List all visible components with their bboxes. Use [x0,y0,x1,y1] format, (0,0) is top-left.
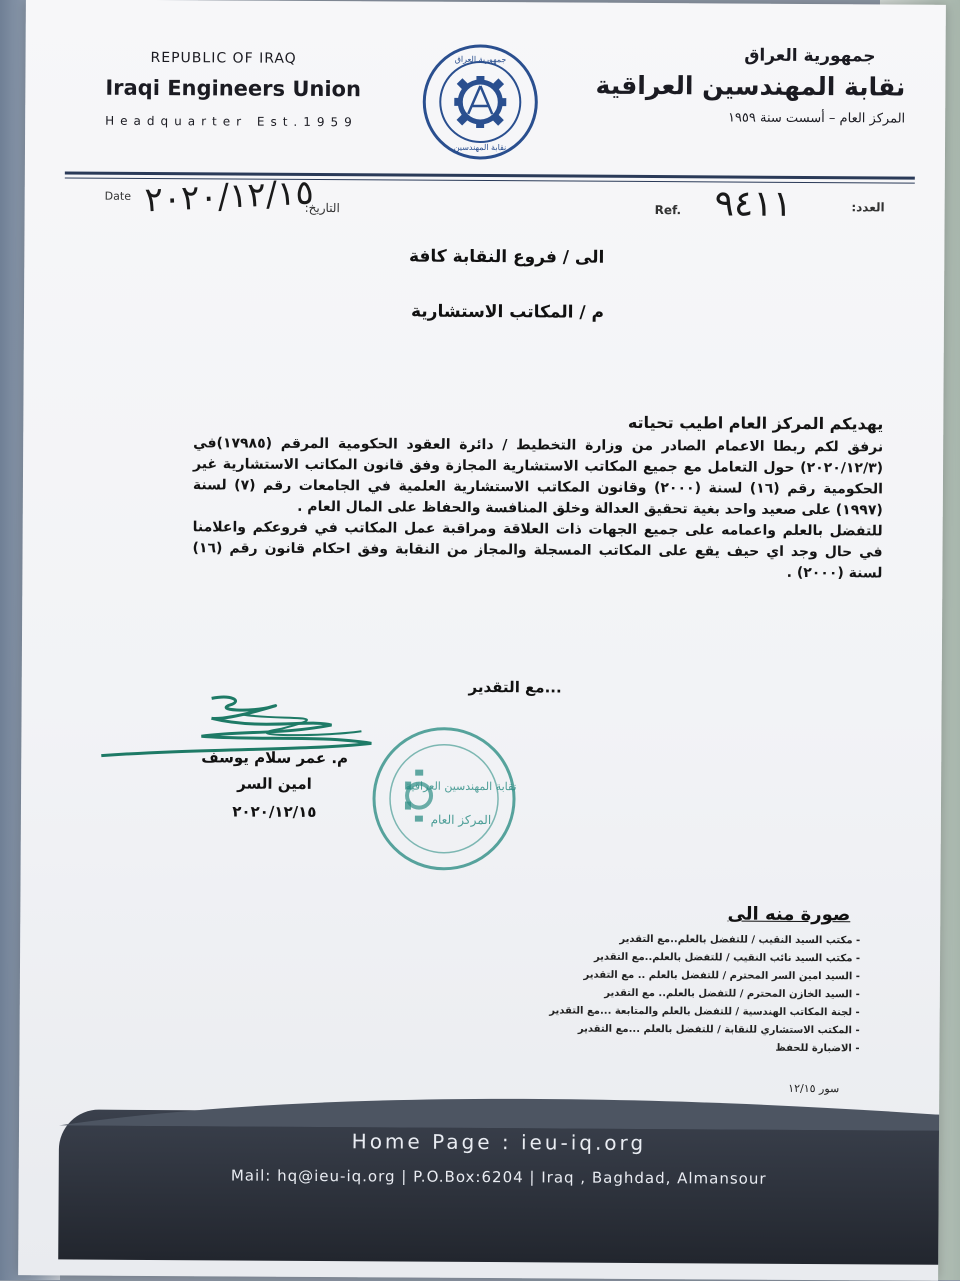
cc-item: - المكتب الاستشاري للنقابة / للتفضل بالعلم ...مع التقدير [549,1020,860,1040]
signer-name: م. عمر سلام يوسف [201,748,349,768]
signer-date: ٢٠٢٠/١٢/١٥ [232,802,317,821]
letter-sheet [18,0,946,1281]
cc-item: - لجنة المكاتب الهندسية / للتفضل بالعلم والمتابعة ...مع التقدير [549,1002,860,1022]
stamp-text-bottom: المركز العام [430,812,492,828]
cc-title: صورة منه الى [727,903,851,926]
header-english [105,50,361,130]
stamp-text-top: نقابة المهندسين العراقية [405,779,517,794]
union-logo-icon [420,42,541,163]
letter-regards: ...مع التقدير [468,677,562,697]
header-established-ar: المركز العام – أسست سنة ١٩٥٩ [727,110,906,127]
header-arabic [595,45,905,127]
letter-paragraph-1: نرفق لكم ربطا الاعمام الصادر من وزارة التخطيط / دائرة العقود الحكومية المرقم (١٧٩٨٥)في (٢٠٢٠/١٢/٣) حول التعامل مع جميع المكاتب الاستشارية المجازة وفق قانون المكاتب الاستشارية غير الحكومية رقم (١٦) لسنة (٢٠٠٠) وقانون المكاتب الاستشارية العلمية في الجامعات رقم (٧) لسنة (١٩٩٧) على صعيد واحد بغية تحقيق العدالة وخلق المنافسة والحفاظ على المال العام . [192,435,884,519]
signer-block [201,748,348,821]
cc-item: - مكتب السيد النقيب / للتفضل بالعلم..مع التقدير [550,930,861,950]
header-org-en: Iraqi Engineers Union [105,75,362,102]
header-country-en: REPUBLIC OF IRAQ [150,49,297,67]
date-label-ar: التاريخ: [304,200,340,216]
footer-contact: Mail: hq@ieu-iq.org | P.O.Box:6204 | Iraq , Baghdad, Almansour [230,1166,767,1188]
date-value-handwritten: ٢٠٢٠/١٢/١٥ [143,172,315,221]
letter-body [192,410,883,584]
cc-item: - مكتب السيد نائب النقيب / للتفضل بالعلم..مع التقدير [550,948,861,968]
ref-value-handwritten: ٩٤١١ [714,183,793,225]
signer-title: امين السر [237,774,312,793]
footer-swoosh-icon [59,1085,939,1130]
addressee-subject: م / المكاتب الاستشارية [410,301,605,323]
typist-initials: سور ١٢/١٥ [788,1081,840,1096]
header-org-ar: نقابة المهندسين العراقية [595,70,906,102]
logo-text-bottom: نقابة المهندسين [453,142,507,153]
cc-item: - الاضبارة للحفظ [549,1038,860,1058]
ref-label-ar: العدد: [851,200,885,215]
date-label-en: Date [104,189,132,203]
letter-paragraph-2: للتفضل بالعلم واعمامه على جميع الجهات ذات العلاقة ومراقبة عمل المكاتب في فروعكم واعلامنا في حال وجد اي حيف يقع على المكاتب المسجلة والمجاز من النقابة وفق احكام قانون رقم (١٦) لسنة (٢٠٠٠) . [192,519,883,582]
footer-home-page: Home Page : ieu-iq.org [351,1129,647,1156]
ref-label: Ref. [654,203,682,218]
cc-item: - السيد امين السر المحترم / للتفضل بالعلم .. مع التقدير [549,966,860,986]
header-established-en: Headquarter Est.1959 [105,113,358,130]
official-stamp-icon [369,723,520,874]
logo-text-top: جمهورية العراق [454,54,507,65]
cc-item: - السيد الخازن المحترم / للتفضل بالعلم.. مع التقدير [549,984,860,1004]
letter-greeting: يهديكم المركز العام اطيب تحياته [627,412,884,434]
addressee-to: الى / فروع النقابة كافة [408,246,605,268]
header-country-ar: جمهورية العراق [744,45,876,67]
letterhead-footer [58,1109,939,1264]
cc-list [549,930,860,1058]
